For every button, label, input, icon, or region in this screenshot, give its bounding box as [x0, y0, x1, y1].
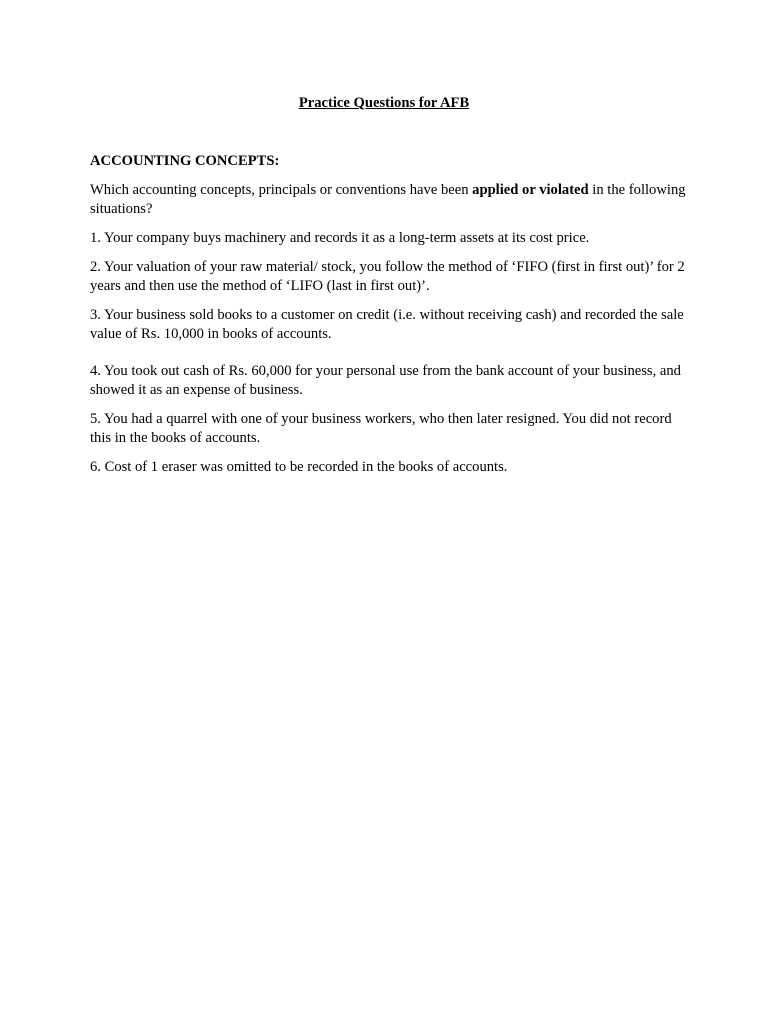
intro-paragraph	[90, 181, 690, 219]
intro-text-after: in the following situations?	[90, 182, 686, 217]
question-1: 1. Your company buys machinery and records it as a long-term assets at its cost price.	[90, 230, 590, 246]
question-5: 5. You had a quarrel with one of your business workers, who then later resigned. You did not record this in the books of accounts.	[90, 411, 672, 446]
question-6: 6. Cost of 1 eraser was omitted to be recorded in the books of accounts.	[90, 459, 508, 475]
document-body	[90, 152, 690, 487]
section-heading: ACCOUNTING CONCEPTS:	[90, 153, 280, 169]
question-2: 2. Your valuation of your raw material/ stock, you follow the method of ‘FIFO (first in first out)’ for 2 years and then use the method of ‘LIFO (last in first out)’.	[90, 259, 685, 294]
intro-emphasis: applied or violated	[472, 182, 589, 198]
document-title: Practice Questions for AFB	[298, 95, 470, 111]
question-3: 3. Your business sold books to a customer on credit (i.e. without receiving cash) and recorded the sale value of Rs. 10,000 in books of accounts.	[90, 307, 684, 342]
question-4: 4. You took out cash of Rs. 60,000 for your personal use from the bank account of your business, and showed it as an expense of business.	[90, 363, 681, 398]
intro-text-before: Which accounting concepts, principals or conventions have been	[90, 182, 473, 198]
